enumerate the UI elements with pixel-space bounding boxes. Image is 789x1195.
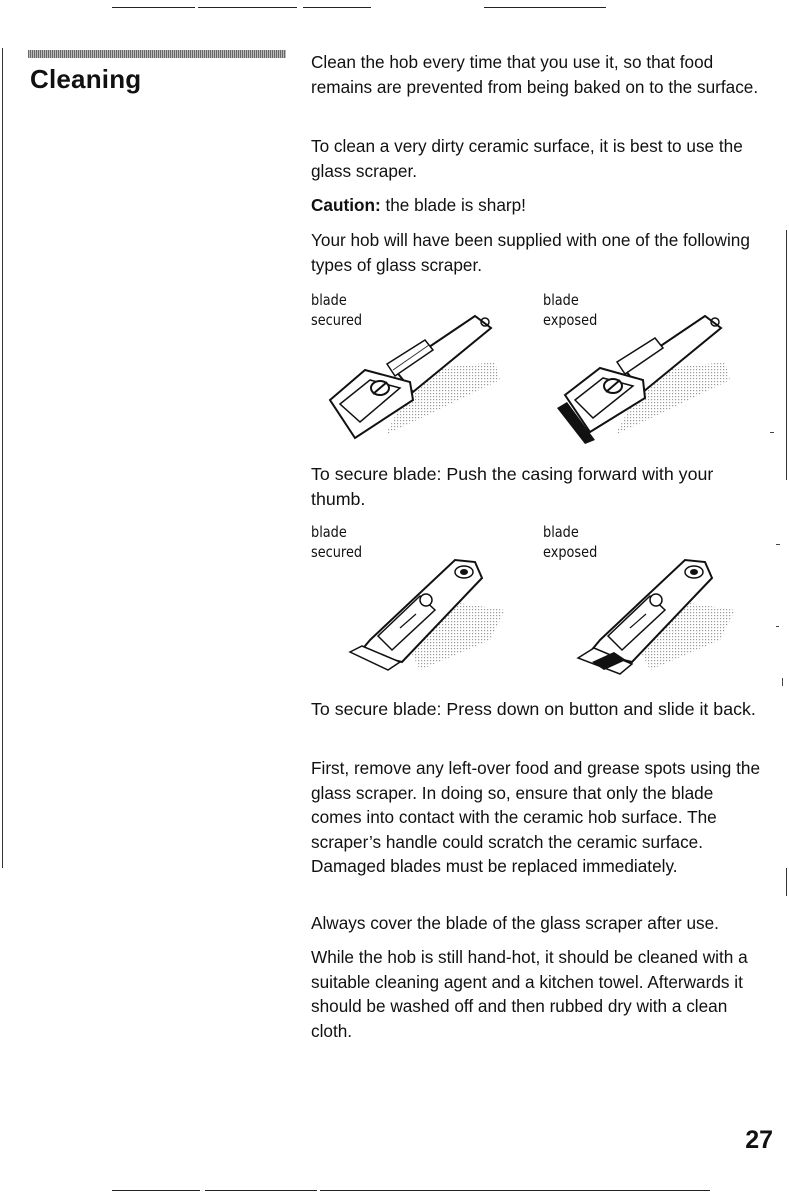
top-rule-4: [484, 7, 606, 8]
section-bar: [28, 50, 286, 58]
paragraph-secure-press: To secure blade: Press down on button and slide it back.: [311, 699, 756, 719]
glass-scraper-type-2-exposed-illustration: [570, 540, 740, 680]
paragraph-intro: Clean the hob every time that you use it, so that food remains are prevented from being baked on to the surface.: [311, 52, 759, 97]
caution-label: Caution:: [311, 195, 381, 215]
paragraph-secure-push: To secure blade: Push the casing forward with your thumb.: [311, 464, 714, 509]
bottom-rule-1: [112, 1190, 200, 1191]
caption-blade-exposed: blade exposed: [543, 523, 598, 561]
right-margin-line-2: [786, 868, 787, 896]
margin-speck: [776, 626, 779, 627]
top-rule-2: [198, 7, 297, 8]
paragraph-scraper-types: Your hob will have been supplied with one of the following types of glass scraper.: [311, 230, 750, 275]
caution-text: the blade is sharp!: [380, 195, 526, 215]
caption-blade-secured: blade secured: [311, 523, 363, 561]
glass-scraper-type-1-exposed-illustration: [555, 300, 735, 445]
caption-blade-exposed: blade exposed: [543, 291, 598, 329]
paragraph-caution: [311, 193, 761, 218]
bottom-rule-3: [320, 1190, 710, 1191]
top-rule-3: [303, 7, 371, 8]
paragraph-cover-blade: Always cover the blade of the glass scraper after use.: [311, 913, 719, 933]
top-rule-1: [112, 7, 195, 8]
glass-scraper-type-2-secured-illustration: [340, 540, 510, 675]
glass-scraper-type-1-secured-illustration: [325, 300, 505, 440]
left-margin-line: [2, 48, 3, 868]
paragraph-clean-hand-hot: While the hob is still hand-hot, it should be cleaned with a suitable cleaning agent and a kitchen towel. Afterwards it should be washed off and then rubbed dry with a clean cloth.: [311, 947, 748, 1041]
caption-blade-secured: blade secured: [311, 291, 363, 329]
paragraph-dirty-surface: To clean a very dirty ceramic surface, it is best to use the glass scraper.: [311, 136, 743, 181]
margin-speck: [776, 544, 780, 545]
margin-speck: [770, 432, 774, 433]
paragraph-remove-food: First, remove any left-over food and grease spots using the glass scraper. In doing so, ensure that only the blade comes into contact with the ceramic hob surface. The scraper’s handle could scratch the ceramic surface. Damaged blades must be replaced immediately.: [311, 758, 761, 876]
margin-speck: [782, 678, 783, 686]
section-title: Cleaning: [30, 64, 142, 94]
bottom-rule-2: [205, 1190, 317, 1191]
right-margin-line: [786, 230, 787, 480]
page-number: 27: [745, 1126, 773, 1154]
